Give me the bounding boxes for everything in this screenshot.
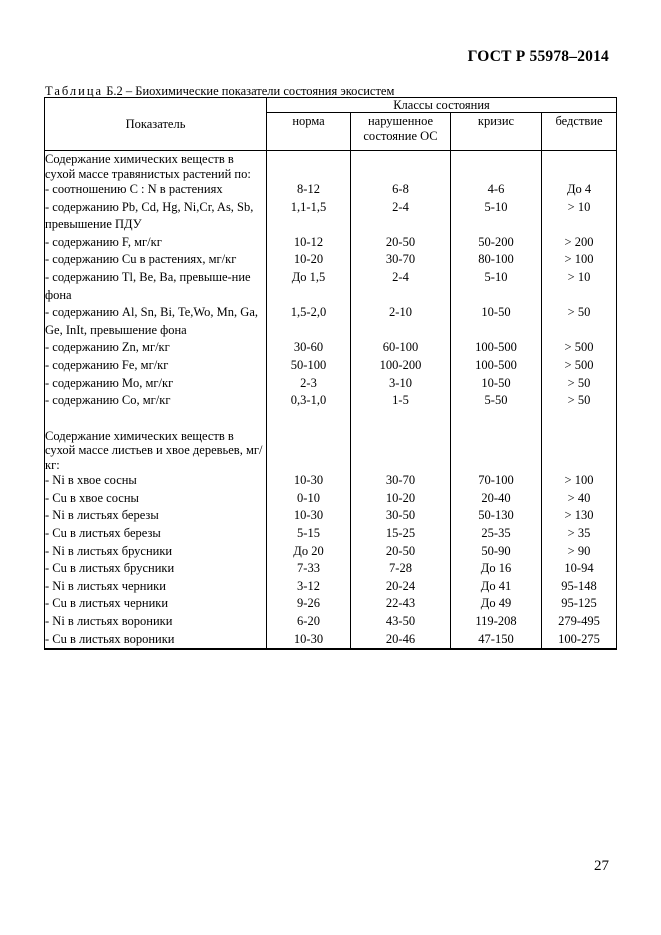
table-row — [45, 234, 617, 252]
row-value: > 500 — [542, 339, 617, 357]
row-label: - содержанию Pb, Cd, Hg, Ni,Cr, As, Sb, превышение ПДУ — [45, 199, 267, 234]
row-label: - Ni в листьях брусники — [45, 543, 267, 561]
row-value: 9-26 — [267, 595, 351, 613]
row-value: 2-3 — [267, 375, 351, 393]
row-value: 5-15 — [267, 525, 351, 543]
row-value: 50-100 — [267, 357, 351, 375]
empty-cell — [542, 428, 617, 473]
row-value: > 50 — [542, 392, 617, 410]
row-label: - Cu в листьях березы — [45, 525, 267, 543]
row-value: > 10 — [542, 269, 617, 304]
table-row — [45, 251, 617, 269]
table-row — [45, 304, 617, 339]
table-row — [45, 578, 617, 596]
row-value: > 200 — [542, 234, 617, 252]
row-label: - Cu в листьях брусники — [45, 560, 267, 578]
caption-dash: – — [125, 84, 133, 98]
row-label: - содержанию Cu в растениях, мг/кг — [45, 251, 267, 269]
row-value: 10-12 — [267, 234, 351, 252]
row-value: 22-43 — [351, 595, 451, 613]
row-value: 10-94 — [542, 560, 617, 578]
row-value: > 500 — [542, 357, 617, 375]
row-value: 60-100 — [351, 339, 451, 357]
table-row — [45, 339, 617, 357]
table-row — [45, 490, 617, 508]
caption-title: Биохимические показатели состояния экосистем — [135, 84, 395, 98]
table-row — [45, 181, 617, 199]
row-value: 50-130 — [451, 507, 542, 525]
row-label: - Cu в хвое сосны — [45, 490, 267, 508]
row-value: 1-5 — [351, 392, 451, 410]
row-value: 20-46 — [351, 631, 451, 650]
row-label: - содержанию Mo, мг/кг — [45, 375, 267, 393]
table-row — [45, 595, 617, 613]
empty-cell — [351, 151, 451, 182]
table-row — [45, 357, 617, 375]
row-value: > 130 — [542, 507, 617, 525]
row-value: До 41 — [451, 578, 542, 596]
caption-number: Б.2 — [106, 84, 123, 98]
table-row — [45, 199, 617, 234]
empty-cell — [351, 410, 451, 428]
row-value: 10-50 — [451, 375, 542, 393]
row-value: 30-70 — [351, 251, 451, 269]
row-value: 7-28 — [351, 560, 451, 578]
row-value: 30-70 — [351, 472, 451, 490]
row-value: 20-40 — [451, 490, 542, 508]
page-number: 27 — [594, 858, 609, 874]
row-value: > 50 — [542, 375, 617, 393]
row-label: - содержанию Co, мг/кг — [45, 392, 267, 410]
row-value: 100-500 — [451, 339, 542, 357]
header-norm: норма — [267, 113, 351, 151]
empty-cell — [267, 151, 351, 182]
row-value: 50-90 — [451, 543, 542, 561]
row-value: > 100 — [542, 251, 617, 269]
row-value: 30-60 — [267, 339, 351, 357]
row-value: > 50 — [542, 304, 617, 339]
table-row — [45, 613, 617, 631]
row-value: До 20 — [267, 543, 351, 561]
row-value: 5-10 — [451, 269, 542, 304]
row-value: 10-20 — [267, 251, 351, 269]
empty-cell — [45, 410, 267, 428]
row-value: 1,5-2,0 — [267, 304, 351, 339]
header-disturbed: нарушенное состояние ОС — [351, 113, 451, 151]
row-value: 4-6 — [451, 181, 542, 199]
row-label: - Ni в листьях черники — [45, 578, 267, 596]
table-row — [45, 525, 617, 543]
empty-cell — [451, 428, 542, 473]
section-title-herbaceous: Содержание химических веществ в сухой массе травянистых растений по: — [45, 151, 267, 182]
row-value: 95-148 — [542, 578, 617, 596]
row-value: 3-12 — [267, 578, 351, 596]
header-disaster: бедствие — [542, 113, 617, 151]
row-value: 70-100 — [451, 472, 542, 490]
table-row — [45, 507, 617, 525]
row-value: До 16 — [451, 560, 542, 578]
row-value: До 1,5 — [267, 269, 351, 304]
empty-cell — [267, 410, 351, 428]
row-label: - содержанию F, мг/кг — [45, 234, 267, 252]
row-value: > 40 — [542, 490, 617, 508]
table-row — [45, 560, 617, 578]
row-label: - Cu в листьях вороники — [45, 631, 267, 650]
row-value: 10-30 — [267, 631, 351, 650]
row-value: 100-200 — [351, 357, 451, 375]
row-value: 10-30 — [267, 472, 351, 490]
row-value: 5-50 — [451, 392, 542, 410]
row-label: - Ni в хвое сосны — [45, 472, 267, 490]
empty-cell — [542, 410, 617, 428]
row-label: - содержанию Al, Sn, Bi, Te,Wo, Mn, Ga, Ge, InIt, превышение фона — [45, 304, 267, 339]
row-label: - содержанию Fe, мг/кг — [45, 357, 267, 375]
row-value: 20-50 — [351, 234, 451, 252]
section-row — [45, 151, 617, 182]
row-label: - Ni в листьях березы — [45, 507, 267, 525]
row-value: 10-50 — [451, 304, 542, 339]
row-value: До 49 — [451, 595, 542, 613]
empty-cell — [451, 410, 542, 428]
caption-prefix: Таблица — [45, 84, 104, 98]
row-value: 3-10 — [351, 375, 451, 393]
row-value: 7-33 — [267, 560, 351, 578]
empty-cell — [542, 151, 617, 182]
row-value: 8-12 — [267, 181, 351, 199]
row-value: > 90 — [542, 543, 617, 561]
header-classes: Классы состояния — [267, 98, 617, 113]
table-row — [45, 375, 617, 393]
row-value: 279-495 — [542, 613, 617, 631]
table-row — [45, 269, 617, 304]
row-value: 6-20 — [267, 613, 351, 631]
document-code: ГОСТ Р 55978–2014 — [467, 48, 609, 65]
row-value: 95-125 — [542, 595, 617, 613]
row-label: - содержанию Zn, мг/кг — [45, 339, 267, 357]
row-value: 0-10 — [267, 490, 351, 508]
row-value: 30-50 — [351, 507, 451, 525]
row-value: 15-25 — [351, 525, 451, 543]
row-value: 10-30 — [267, 507, 351, 525]
row-value: 20-50 — [351, 543, 451, 561]
row-label: - соотношению C : N в растениях — [45, 181, 267, 199]
row-value: 6-8 — [351, 181, 451, 199]
indicators-table — [44, 97, 617, 650]
row-value: 5-10 — [451, 199, 542, 234]
empty-cell — [267, 428, 351, 473]
row-value: 100-275 — [542, 631, 617, 650]
row-value: 2-4 — [351, 269, 451, 304]
row-value: 25-35 — [451, 525, 542, 543]
section-row — [45, 428, 617, 473]
empty-cell — [451, 151, 542, 182]
row-value: > 35 — [542, 525, 617, 543]
row-value: 100-500 — [451, 357, 542, 375]
row-value: 2-10 — [351, 304, 451, 339]
table-row — [45, 472, 617, 490]
row-value: 50-200 — [451, 234, 542, 252]
header-indicator: Показатель — [45, 98, 267, 151]
row-value: 119-208 — [451, 613, 542, 631]
row-value: 0,3-1,0 — [267, 392, 351, 410]
row-label: - Ni в листьях вороники — [45, 613, 267, 631]
row-value: До 4 — [542, 181, 617, 199]
row-value: 20-24 — [351, 578, 451, 596]
table-row — [45, 543, 617, 561]
section-title-trees: Содержание химических веществ в сухой массе листьев и хвое деревьев, мг/кг: — [45, 428, 267, 473]
row-value: 80-100 — [451, 251, 542, 269]
row-label: - Cu в листьях черники — [45, 595, 267, 613]
header-crisis: кризис — [451, 113, 542, 151]
row-value: 10-20 — [351, 490, 451, 508]
row-value: 43-50 — [351, 613, 451, 631]
empty-cell — [351, 428, 451, 473]
table-row — [45, 392, 617, 410]
row-value: 2-4 — [351, 199, 451, 234]
row-label: - содержанию Tl, Be, Ba, превыше-ние фона — [45, 269, 267, 304]
row-value: 1,1-1,5 — [267, 199, 351, 234]
spacer-row — [45, 410, 617, 428]
row-value: 47-150 — [451, 631, 542, 650]
row-value: > 10 — [542, 199, 617, 234]
table-row — [45, 631, 617, 650]
row-value: > 100 — [542, 472, 617, 490]
